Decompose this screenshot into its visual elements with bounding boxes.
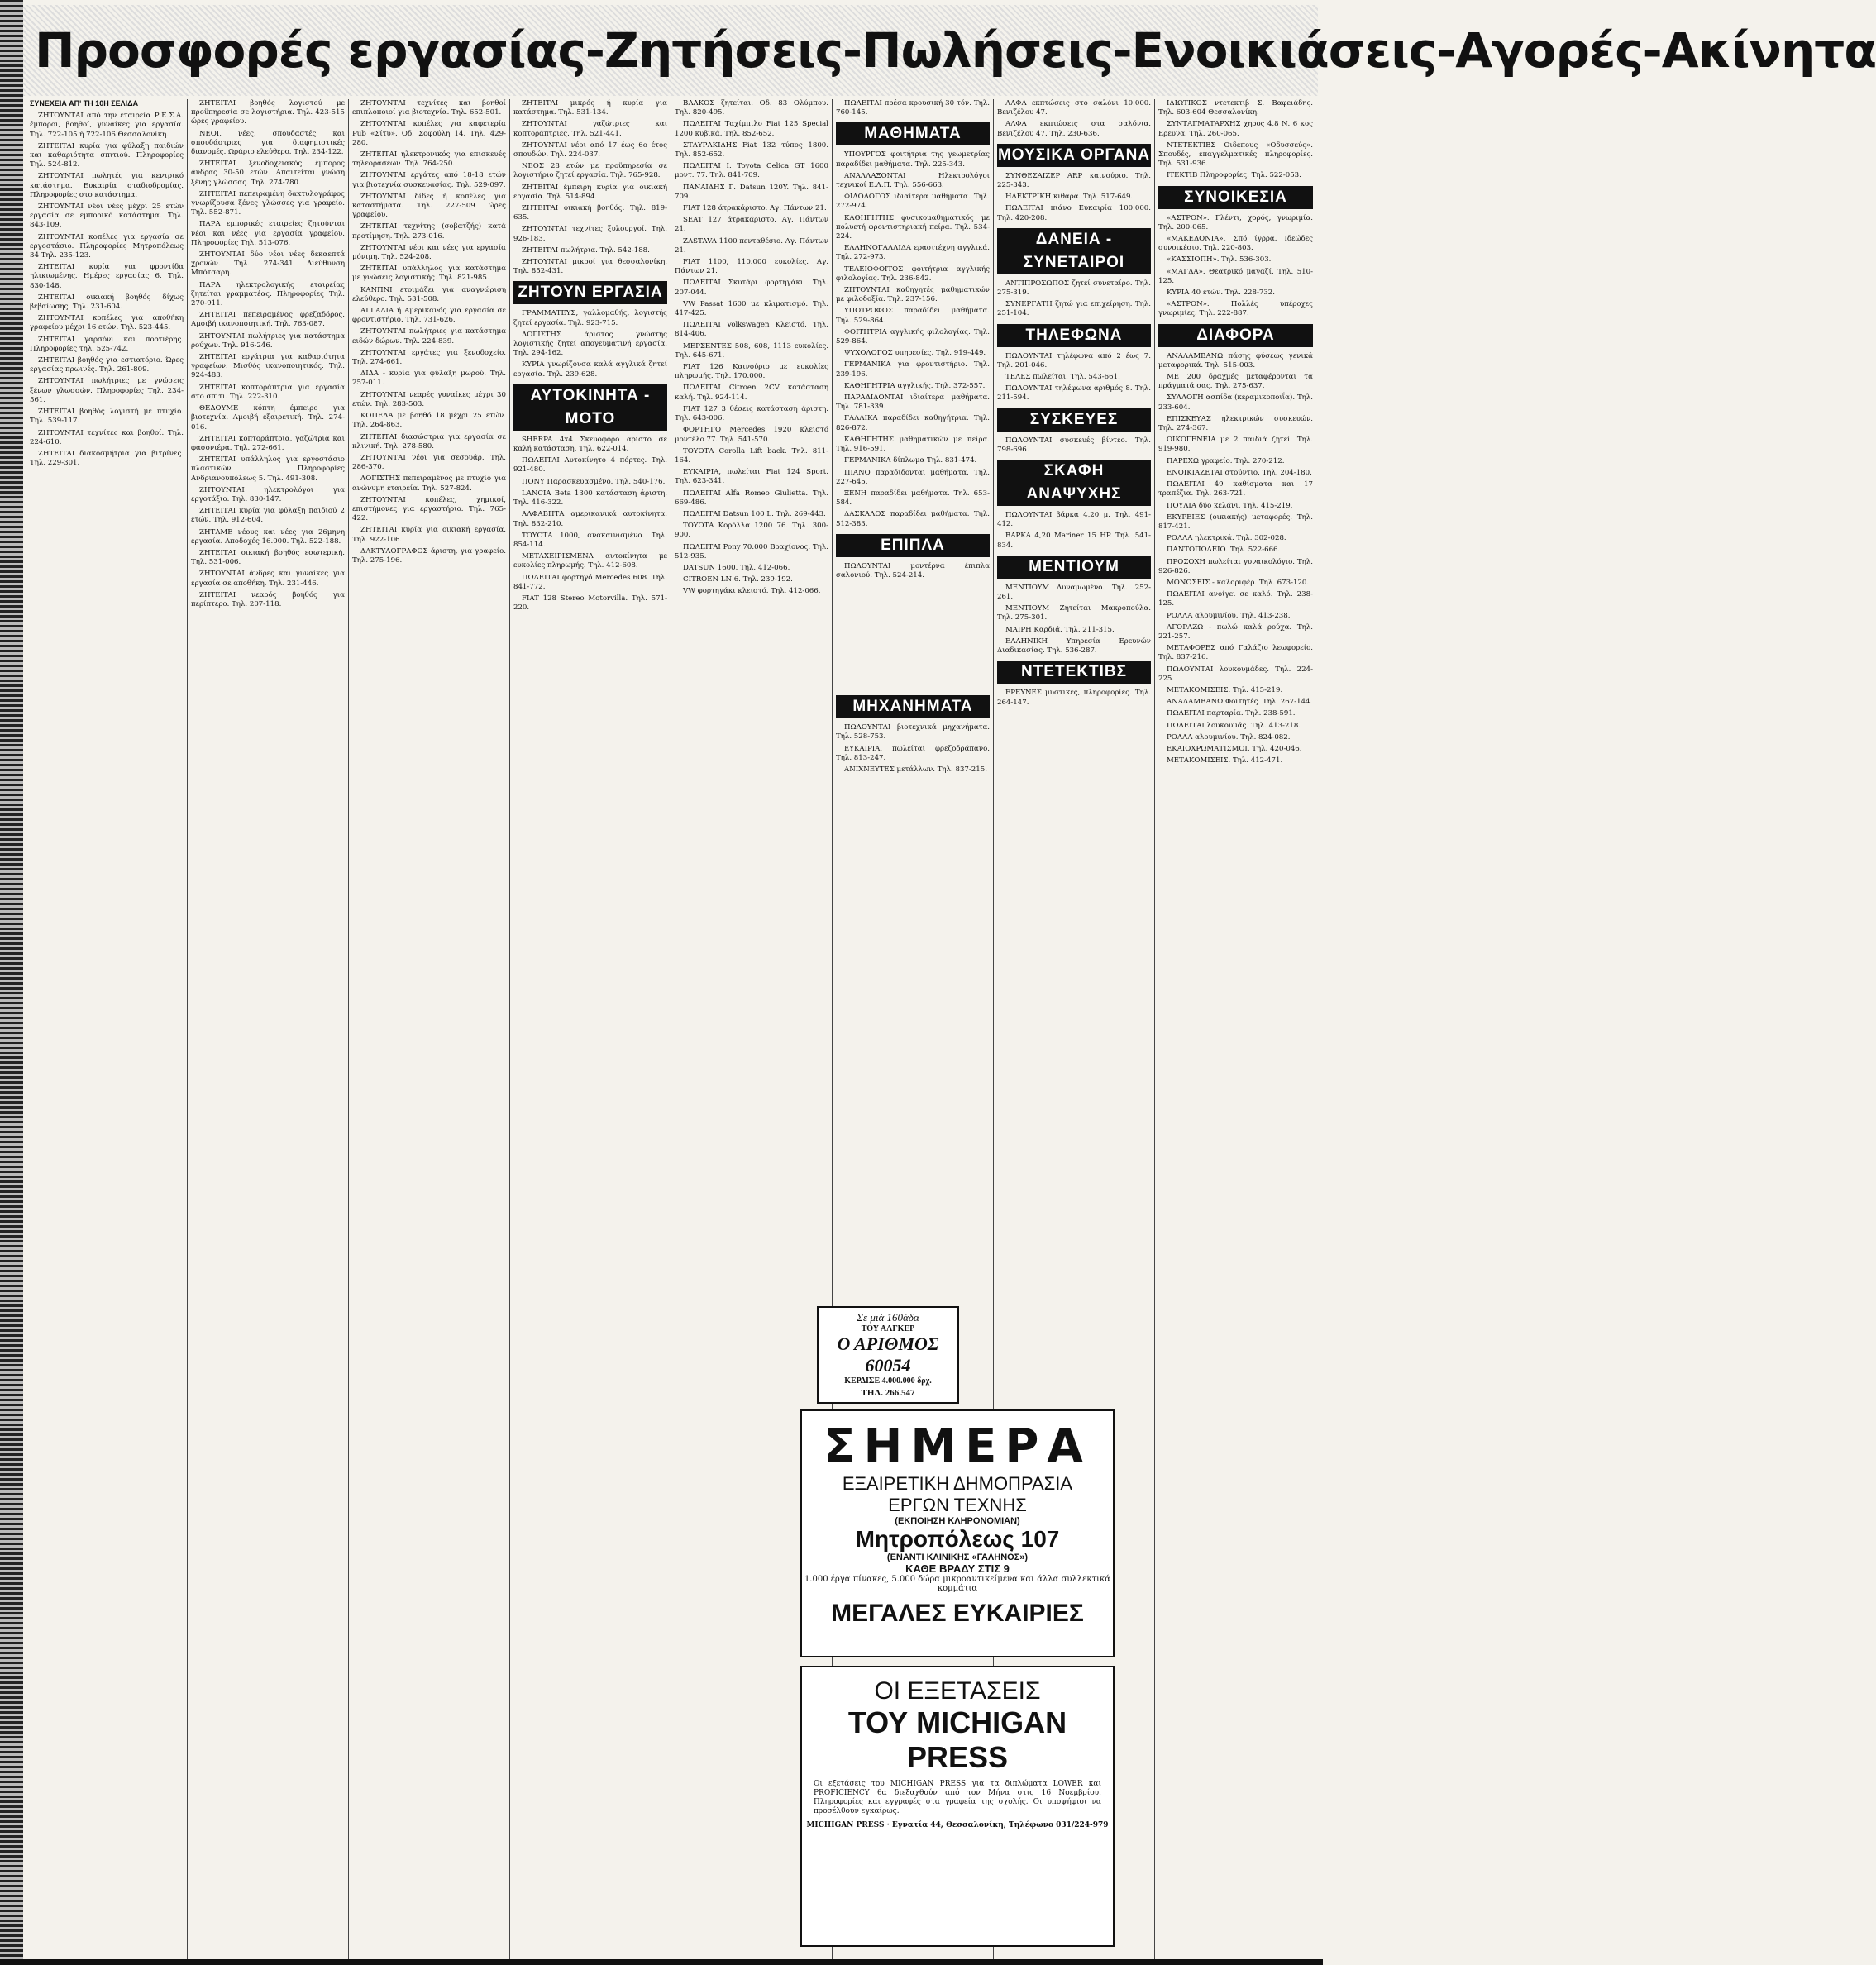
classified-ad: ΓΕΡΜΑΝΙΚΑ για φροντιστήριο. Τηλ. 239-196. [836,360,990,379]
classified-ad: ΚΥΡΙΑ γνωρίζουσα καλά αγγλικά ζητεί εργασία. Τηλ. 239-628. [513,360,667,379]
classified-ad: ΠΩΛΕΙΤΑΙ Ι. Toyota Celica GT 1600 μοντ. 77. Τηλ. 841-709. [675,162,828,180]
auction-line5: (ΕΝΑΝΤΙ ΚΛΙΝΙΚΗΣ «ΓΑΛΗΝΟΣ») [886,1552,1029,1562]
classified-ad: ΕΝΟΙΚΙΑΖΕΤΑΙ στούντιο. Τηλ. 204-180. [1167,468,1312,477]
classified-ad: CITROEN LN 6. Τηλ. 239-192. [683,575,793,584]
classified-ad: ΖΗΤΟΥΝΤΑΙ τεχνίτες και βοηθοί. Τηλ. 224-610. [30,428,184,446]
classified-ad: ΠΩΛΕΙΤΑΙ 49 καθίσματα και 17 τραπέζια. Τηλ. 263-721. [1158,480,1313,498]
classified-ad: ΝΤΕΤΕΚΤΙΒΣ Οιδεπους «Οδυσσεύς». Σπουδές, επαγγελματικές πληροφορίες. Τηλ. 531-936. [1158,141,1313,169]
classified-ad: ΠΩΛΟΥΝΤΑΙ βιοτεχνικά μηχανήματα. Τηλ. 528-753. [836,723,990,742]
classified-ad: ΠΩΛΕΙΤΑΙ παρταρία. Τηλ. 238-591. [1167,709,1296,718]
classified-ad: ΘΕΔΟΥΜΕ κόπτη έμπειρο για βιοτεχνία. Αμοιβή εξαιρετική. Τηλ. 274-016. [191,404,345,432]
column-4 [510,99,671,1959]
classified-ad: ΖΗΤΟΥΝΤΑΙ κοπέλες για αποθήκη γραφείου μέχρι 16 ετών. Τηλ. 523-445. [30,314,184,332]
classified-ad: ΠΙΑΝΟ παραδίδονται μαθήματα. Τηλ. 227-645. [836,468,990,486]
section-heading-appliances: ΣΥΣΚΕΥΕΣ [997,408,1151,432]
classified-ad: ΜΕ 200 δραχμές μεταφέρονται τα πράγματά σας. Τηλ. 275-637. [1158,373,1313,391]
page-title: Προσφορές εργασίας-Ζητήσεις-Πωλήσεις-Ενοικιάσεις-Αγορές-Ακίνητα [23,5,1318,96]
classified-ad: ΜΕΝΤΙΟΥΜ Ζητείται Μακροπούλα. Τηλ. 275-301. [997,604,1151,622]
classified-ad: ΖΗΤΑΜΕ νέους και νέες για 26μηνη εργασία. Αποδοχές 16.000. Τηλ. 522-188. [191,527,345,546]
classified-ad: ΜΕΝΤΙΟΥΜ Δυναμωμένο. Τηλ. 252-261. [997,583,1151,602]
classified-ad: ΣΥΝΤΑΓΜΑΤΑΡΧΗΣ χηρος 4,8 Ν. 6 κος Ερευνα. Τηλ. 260-065. [1158,120,1313,138]
classified-ad: ΖΗΤΟΥΝΤΑΙ νέοι από 17 έως 6ο έτος σπουδών. Τηλ. 224-037. [513,141,667,160]
column-8-items-a [1158,99,1313,181]
classified-ad: ΠΑΡΑΔΙΔΟΝΤΑΙ ιδιαίτερα μαθήματα. Τηλ. 781-339. [836,393,990,412]
classified-ad: ΕΛΛΗΝΟΓΑΛΛΙΔΑ ερασιτέχνη αγγλικά. Τηλ. 272-973. [836,244,990,262]
classified-ad: ΑΝΑΛΑΜΒΑΝΩ Φοιτητές. Τηλ. 267-144. [1167,698,1313,707]
column-4-items-b [513,309,667,379]
classified-ad: ΜΟΝΩΣΕΙΣ - καλοριφέρ. Τηλ. 673-120. [1167,578,1310,587]
classified-ad: ΚΥΡΙΑ 40 ετών. Τηλ. 228-732. [1167,289,1276,298]
classified-ad: ΞΕΝΗ παραδίδει μαθήματα. Τηλ. 653-584. [836,489,990,508]
classified-ad: VW φορτηγάκι κλειστό. Τηλ. 412-066. [683,587,821,596]
classified-ad: ΖΗΤΟΥΝΤΑΙ νεαρές γυναίκες μέχρι 30 ετών. Τηλ. 283-503. [352,390,506,408]
classified-ad: ΕΡΕΥΝΕΣ μυστικές, πληροφορίες. Τηλ. 264-147. [997,689,1151,707]
classified-ad: ΥΠΟΥΡΓΟΣ φοιτήτρια της γεωμετρίας παραδίδει μαθήματα. Τηλ. 225-343. [836,150,990,169]
classified-ad: ΓΑΛΛΙΚΑ παραδίδει καθηγήτρια. Τηλ. 826-872. [836,414,990,432]
column-3 [349,99,510,1959]
classified-ad: ΠΩΛΟΥΝΤΑΙ τηλέφωνα αριθμός 8. Τηλ. 211-594. [997,384,1151,403]
column-8-items-c [1158,352,1313,766]
page-title-banner [23,5,1876,96]
classified-ad: ΠΩΛΕΙΤΑΙ ανοίγει σε καλό. Τηλ. 238-125. [1158,590,1313,608]
classified-ad: ΖΗΤΟΥΝΤΑΙ άνδρες και γυναίκες για εργασία σε αποθήκη. Τηλ. 231-446. [191,570,345,588]
classified-ad: ΠΟΥΛΙΑ δύο κελάνι. Τηλ. 415-219. [1167,501,1293,510]
classifieds-columns [26,99,1316,1959]
classified-ad: ΤΟΥΟΤΑ Corolla Lift back. Τηλ. 811-164. [675,446,828,465]
classified-ad: ΠΩΛΟΥΝΤΑΙ λουκουμάδες. Τηλ. 224-225. [1158,665,1313,683]
classified-ad: ΖΗΤΕΙΤΑΙ τεχνίτης (σοβατζής) κατά προτίμηση. Τηλ. 273-016. [352,222,506,241]
column-5-items [675,99,828,597]
classified-ad: ΤΟΥΟΤΑ 1000, ανακαινισμένο. Τηλ. 854-114. [513,531,667,549]
classified-ad: VW Passat 1600 με κλιματισμό. Τηλ. 417-425. [675,299,828,318]
classified-ad: FIAT 127 3 θέσεις κατάσταση άριστη. Τηλ. 643-006. [675,404,828,423]
classified-ad: ΖΗΤΕΙΤΑΙ κυρία για φύλαξη παιδιών και καθαριότητα σπιτιού. Πληροφορίες Τηλ. 524-812. [30,141,184,169]
classified-ad: ΤΕΛΕΙΟΦΟΙΤΟΣ φοιτήτρια αγγλικής φιλολογίας. Τηλ. 236-842. [836,265,990,283]
column-2 [188,99,349,1959]
section-heading-misc: ΔΙΑΦΟΡΑ [1158,324,1313,347]
classified-ad: ΖΗΤΕΙΤΑΙ έμπειρη κυρία για οικιακή εργασία. Τηλ. 514-894. [513,183,667,201]
column-1 [26,99,188,1959]
classified-ad: ΖΗΤΕΙΤΑΙ πεπειραμένος φρεζαδόρος. Αμοιβή ικανοποιητική. Τηλ. 763-087. [191,311,345,329]
column-2-items [191,99,345,609]
column-1-items [30,112,184,468]
classified-ad: ΑΓΟΡΑΖΩ - πωλώ καλά ρούχα. Τηλ. 221-257. [1158,622,1313,641]
classified-ad: ΠΑΝΤΟΠΩΛΕΙΟ. Τηλ. 522-666. [1167,546,1281,555]
classified-ad: ΦΟΙΤΗΤΡΙΑ αγγλικής φιλολογίας. Τηλ. 529-864. [836,327,990,346]
classified-ad: ΖΗΤΟΥΝΤΑΙ ηλεκτρολόγοι για εργοτάξιο. Τηλ. 830-147. [191,485,345,503]
classified-ad: «ΜΑΚΕΔΟΝΙΑ». Σπό ίγρρα. Ιδεώδες συνοικέσιο. Τηλ. 220-803. [1158,235,1313,253]
classified-ad: «ΑΣΤΡΟΝ». Γλέντι, χορός, γνωριμία. Τηλ. 200-065. [1158,213,1313,231]
lottery-ad-phone: ΤΗΛ. 266.547 [861,1388,915,1398]
classified-ad: ΖΗΤΕΙΤΑΙ διακοσμήτρια για βιτρίνες. Τηλ. 229-301. [30,449,184,468]
classified-ad: ΠΩΛΕΙΤΑΙ Pony 70.000 Βραχίονος. Τηλ. 512-935. [675,542,828,560]
column-6-items-c [836,562,990,580]
classified-ad: ΚΑΘΗΓΗΤΗΣ μαθηματικών με πείρα. Τηλ. 916-591. [836,435,990,454]
column-4-items-a [513,99,667,276]
classified-ad: ΡΟΛΛΑ ηλεκτρικά. Τηλ. 302-028. [1167,534,1286,543]
section-heading-phones: ΤΗΛΕΦΩΝΑ [997,324,1151,347]
classified-ad: ΠΩΛΟΥΝΤΑΙ συσκευές βίντεο. Τηλ. 798-696. [997,436,1151,454]
classified-ad: ΣΥΝΘΕΣΑΙΖΕΡ ARP καινούριο. Τηλ. 225-343. [997,171,1151,190]
exams-line1: ΟΙ ΕΞΕΤΑΣΕΙΣ [874,1677,1041,1705]
classified-ad: ΓΡΑΜΜΑΤΕΥΣ, γαλλομαθής, λογιστής ζητεί εργασία. Τηλ. 923-715. [513,309,667,327]
classified-ad: ΖΗΤΟΥΝΤΑΙ κοπέλες για καφετερία Pub «Σίτυ». Οδ. Σοφούλη 14. Τηλ. 429-280. [352,120,506,147]
classified-ad: ΕΥΚΑΙΡΙΑ, πωλείται φρεζοδράπανο. Τηλ. 813-247. [836,744,990,762]
classified-ad: ΑΛΦΑ εκπτώσεις στα σαλόνια. Βενιζέλου 47. Τηλ. 230-636. [997,120,1151,138]
classified-ad: ΠΩΛΕΙΤΑΙ Volkswagen Κλειστό. Τηλ. 814-406. [675,321,828,339]
continuation-note: ΣΥΝΕΧΕΙΑ ΑΠ' ΤΗ 10Η ΣΕΛΙΔΑ [30,99,139,107]
classified-ad: ΖΗΤΕΙΤΑΙ βοηθός για εστιατόριο. Ώρες εργασίας πρωινές. Τηλ. 261-809. [30,356,184,374]
classified-ad: ΖΗΤΟΥΝΤΑΙ πωλήτριες με γνώσεις ξένων γλωσσών. Πληροφορίες Τηλ. 234-561. [30,377,184,404]
classified-ad: ΖΗΤΕΙΤΑΙ ηλεκτρονικός για επισκευές τηλεοράσεων. Τηλ. 764-250. [352,150,506,169]
column-7-items-a [997,99,1151,139]
auction-line3: (ΕΚΠΟΙΗΣΗ ΚΛΗΡΟΝΟΜΙΑΝ) [895,1516,1020,1526]
classified-ad: ΖΗΤΟΥΝΤΑΙ εργάτες από 18-18 ετών για βιοτεχνία συσκευασίας. Τηλ. 529-097. [352,171,506,189]
column-8-items-b [1158,214,1313,319]
classified-ad: ΠΩΛΟΥΝΤΑΙ βάρκα 4,20 μ. Τηλ. 491-412. [997,511,1151,529]
classified-ad: ΠΑΡΕΧΩ γραφείο. Τηλ. 270-212. [1167,456,1285,465]
classified-ad: ΠΑΡΑ ηλεκτρολογικής εταιρείας ζητείται γραμματέας. Πληροφορίες Τηλ. 270-911. [191,280,345,308]
classified-ad: ΟΙΚΟΓΕΝΕΙΑ με 2 παιδιά ζητεί. Τηλ. 919-980. [1158,436,1313,454]
classified-ad: ΤΟΥΟΤΑ Κορόλλα 1200 76. Τηλ. 300-900. [675,522,828,540]
exams-line2: ΤΟΥ MICHIGAN PRESS [847,1705,1067,1774]
classified-ad: ΜΕΤΑΧΕΙΡΙΣΜΕΝΑ αυτοκίνητα με ευκολίες πληρωμής. Τηλ. 412-608. [513,552,667,570]
classified-ad: ZASTAVA 1100 πενταθέσιο. Αγ. Πάντων 21. [675,236,828,255]
classified-ad: ΥΠΟΤΡΟΦΟΣ παραδίδει μαθήματα. Τηλ. 529-864. [836,307,990,325]
classified-ad: ΠΩΛΕΙΤΑΙ Σκυτάρι φορτηγάκι. Τηλ. 207-044. [675,279,828,297]
classified-ad: ΖΗΤΕΙΤΑΙ οικιακή βοηθός εσωτερική. Τηλ. 531-006. [191,548,345,567]
column-7-items-g [997,584,1151,656]
section-heading-cars: ΑΥΤΟΚΙΝΗΤΑ - ΜΟΤΟ [513,384,667,431]
classified-ad: ΖΗΤΟΥΝΤΑΙ πωλητές για κεντρικό κατάστημα. Ευκαιρία σταδιοδρομίας. Πληροφορίες στο κατάστημα. [30,172,184,199]
classified-ad: ΖΗΤΟΥΝΤΑΙ κοπέλες, χημικοί, επιστήμονες για εργαστήριο. Τηλ. 765-422. [352,495,506,523]
classified-ad: ΚΑΝΠΝΙ ετοιμάζει για αναγνώριση ελεύθερο. Τηλ. 531-508. [352,285,506,303]
lottery-ad-line4: ΚΕΡΔΙΣΕ 4.000.000 δρχ. [844,1376,932,1386]
page-bottom-rule [0,1959,1323,1965]
section-heading-loans: ΔΑΝΕΙΑ - ΣΥΝΕΤΑΙΡΟΙ [997,228,1151,274]
column-7-items-e [997,436,1151,455]
classified-ad: ΠΩΛΕΙΤΑΙ λουκουμάς. Τηλ. 413-218. [1167,721,1301,730]
classified-ad: ΠΩΛΕΙΤΑΙ Alfa Romeo Giulietta. Τηλ. 669-486. [675,489,828,507]
classified-ad: ΙΤΕΚΤΙΒ Πληροφορίες. Τηλ. 522-053. [1167,171,1301,180]
classified-ad: ΜΑΙΡΗ Καρδιά. Τηλ. 211-315. [1005,625,1115,634]
classified-ad: ΕΠΙΣΚΕΥΑΣ ηλεκτρικών συσκευών. Τηλ. 274-367. [1158,414,1313,433]
column-6-items-d [836,723,990,775]
classified-ad: ΚΟΠΕΛΑ με βοηθό 18 μέχρι 25 ετών. Τηλ. 264-863. [352,412,506,430]
classified-ad: ΣΥΛΛΟΓΗ ασπίδα (κεραμικοποιΐα). Τηλ. 233-604. [1158,393,1313,412]
classified-ad: ΕΚΥΡΕΙΕΣ (οικιακής) μεταφορές. Τηλ. 817-421. [1158,513,1313,531]
classified-ad: ΚΑΘΗΓΗΤΡΙΑ αγγλικής. Τηλ. 372-557. [844,381,986,390]
page-fold-edge [0,0,23,1965]
classified-ad: FIAT 128 άτρακάριστο. Αγ. Πάντων 21. [683,204,827,213]
classified-ad: ΙΔΙΩΤΙΚΟΣ ντετεκτιβ Σ. Βαφειάδης. Τηλ. 603-604 Θεσσαλονίκη. [1158,99,1313,117]
auction-heading: ΣΗΜΕΡΑ [823,1419,1091,1473]
classified-ad: ΖΗΤΕΙΤΑΙ εργάτρια για καθαριότητα γραφείων. Μισθός ικανοποιητικός. Τηλ. 924-483. [191,353,345,380]
column-8 [1155,99,1316,1959]
classified-ad: ΠΡΟΣΟΧΗ πωλείται γυναικολόγιο. Τηλ. 926-826. [1158,557,1313,575]
classified-ad: ΑΝΤΙΠΡΟΣΩΠΟΣ ζητεί συνεταίρο. Τηλ. 275-319. [997,279,1151,298]
classified-ad: ΑΓΓΑΔΙΑ ή Αμερικανός για εργασία σε φροντιστήριο. Τηλ. 731-626. [352,307,506,325]
classified-ad: FIAT 126 Καινούριο με ευκολίες πληρωμής. Τηλ. 170.000. [675,363,828,381]
classified-ad: ΖΗΤΟΥΝΤΑΙ νέοι για σεσουάρ. Τηλ. 286-370. [352,453,506,472]
classified-ad: ΖΗΤΕΙΤΑΙ γαρσόνι και πορτιέρης. Πληροφορίες τηλ. 525-742. [30,335,184,353]
auction-line1: ΕΞΑΙΡΕΤΙΚΗ ΔΗΜΟΠΡΑΣΙΑ [842,1473,1073,1494]
classified-ad: ΑΝΑΛΑΜΒΑΝΩ πάσης φύσεως γενικά μεταφορικά. Τηλ. 515-003. [1158,351,1313,370]
classified-ad: ΣΤΑΥΡΑΚΙΔΗΣ Fiat 132 τύπος 1800. Τηλ. 852-652. [675,141,828,160]
classified-ad: ΔΑΣΚΑΛΟΣ παραδίδει μαθήματα. Τηλ. 512-383. [836,510,990,528]
column-7-items-d [997,352,1151,403]
classified-ad: ΖΗΤΟΥΝΤΑΙ κοπέλες για εργασία σε εργοστάσιο. Πληροφορίες Μητροπόλεως 34 Τηλ. 235-123. [30,232,184,260]
classified-ad: ΠΩΛΕΙΤΑΙ φορτηγό Mercedes 608. Τηλ. 841-772. [513,573,667,591]
classified-ad: ΝΕΟΙ, νέες, σπουδαστές και σπουδάστριες για διαφημιστικές διανομές. Ωράριο ελεύθερο. Τηλ. 234-122. [191,129,345,157]
classified-ad: ΑΝΙΧΝΕΥΤΕΣ μετάλλων. Τηλ. 837-215. [844,765,987,774]
classified-ad: ΖΗΤΟΥΝΤΑΙ τεχνίτες και βοηθοί επιπλοποιοί για βιοτεχνία. Τηλ. 652-501. [352,99,506,117]
classified-ad: ΔΙΔΑ - κυρία για φύλαξη μωρού. Τηλ. 257-011. [352,370,506,388]
column-4-items-c [513,436,667,613]
section-heading-medium: ΜΕΝΤΙΟΥΜ [997,556,1151,579]
classified-ad: ΖΗΤΕΙΤΑΙ πεπειραμένη δακτυλογράφος γνωρίζουσα ξένες γλώσσες για γραφείο. Τηλ. 552-871. [191,189,345,217]
classified-ad: ΖΗΤΕΙΤΑΙ μικρός ή κυρία για κατάστημα. Τηλ. 531-134. [513,99,667,117]
classified-ad: ΜΕΡΣΕΝΤΕΣ 508, 608, 1113 ευκολίες. Τηλ. 645-671. [675,341,828,360]
classified-ad: ΡΟΛΛΑ αλουμινίου. Τηλ. 824-082. [1167,732,1291,742]
classified-ad: ΖΗΤΟΥΝΤΑΙ καθηγητές μαθηματικών με φιλοδοξία. Τηλ. 237-156. [836,286,990,304]
classified-ad: ΠΩΛΟΥΝΤΑΙ μοντέρνα έπιπλα σαλονιού. Τηλ. 524-214. [836,561,990,579]
classified-ad: ΖΗΤΕΙΤΑΙ κοπτοράπτρια για εργασία στο σπίτι. Τηλ. 222-310. [191,383,345,401]
classified-ad: ΠΩΛΕΙΤΑΙ Αυτοκίνητο 4 πόρτες. Τηλ. 921-480. [513,456,667,475]
classified-ad: ΝΕΟΣ 28 ετών με προϋπηρεσία σε λογιστήριο ζητεί εργασία. Τηλ. 765-928. [513,162,667,180]
classified-ad: ΖΗΤΕΙΤΑΙ πωλήτρια. Τηλ. 542-188. [522,246,650,255]
section-heading-boats: ΣΚΑΦΗ ΑΝΑΨΥΧΗΣ [997,460,1151,506]
classified-ad: «ΑΣΤΡΟΝ». Πολλές υπέροχες γνωριμίες. Τηλ. 222-887. [1158,300,1313,318]
classified-ad: ΦΙΛΟΛΟΓΟΣ ιδιαίτερα μαθήματα. Τηλ. 272-974. [836,193,990,211]
classified-ad: ΜΕΤΑΚΟΜΙΣΕΙΣ. Τηλ. 412-471. [1167,756,1283,765]
classified-ad: FIAT 128 Stereo Motorvilla. Τηλ. 571-220. [513,594,667,613]
classified-ad: ΠΩΛΕΙΤΑΙ πιάνο Ευκαιρία 100.000. Τηλ. 420-208. [997,204,1151,222]
classified-ad: ΖΗΤΕΙΤΑΙ υπάλληλος για κατάστημα με γνώσεις λογιστικής. Τηλ. 821-985. [352,265,506,283]
classified-ad: ΠΩΛΕΙΤΑΙ Ταχίμπιλο Fiat 125 Special 1200 κυβικά. Τηλ. 852-652. [675,120,828,138]
column-3-items [352,99,506,565]
column-7-items-f [997,511,1151,551]
classified-ad: ΠΩΛΕΙΤΑΙ Datsun 100 L. Τηλ. 269-443. [683,509,826,518]
classified-ad: ΦΟΡΤΗΓΟ Mercedes 1920 κλειστό μοντέλο 77. Τηλ. 541-570. [675,426,828,444]
classified-ad: «ΚΑΣΣΙΟΠΗ». Τηλ. 536-303. [1167,255,1272,265]
classified-ad: ΑΛΦΑ εκπτώσεις στο σαλόνι 10.000. Βενιζέλου 47. [997,99,1151,117]
classified-ad: ΕΚΑΙΟΧΡΩΜΑΤΙΣΜΟΙ. Τηλ. 420-046. [1167,744,1302,753]
classified-ad: ΚΑΘΗΓΗΤΗΣ φυσικομαθηματικός με πολυετή φροντιστηριακή πείρα. Τηλ. 534-224. [836,213,990,241]
classified-ad: ΖΗΤΕΙΤΑΙ κυρία για οικιακή εργασία. Τηλ. 922-106. [352,526,506,544]
classified-ad: ΤΕΛΕΞ πωλείται. Τηλ. 543-661. [1005,373,1120,382]
classified-ad: ΖΗΤΟΥΝΤΑΙ εργάτες για ξενοδοχείο. Τηλ. 274-661. [352,348,506,367]
classified-ad: ΕΛΛΗΝΙΚΗ Υπηρεσία Ερευνών Διαδικασίας. Τηλ. 536-287. [997,637,1151,656]
column-7-items-h [997,689,1151,707]
classified-ad: ΖΗΤΕΙΤΑΙ κυρία για φύλαξη παιδιού 2 ετών. Τηλ. 912-604. [191,507,345,525]
classified-ad: ΠΩΛΕΙΤΑΙ πρέσα κρουσική 30 τόν. Τηλ. 760-145. [836,99,990,117]
classified-ad: ΖΗΤΕΙΤΑΙ οικιακή βοηθός. Τηλ. 819-635. [513,204,667,222]
classified-ad: ΗΛΕΚΤΡΙΚΗ κιθάρα. Τηλ. 517-649. [1005,193,1134,202]
classified-ad: ΕΥΚΑΙΡΙΑ, πωλείται Fiat 124 Sport. Τηλ. 623-341. [675,468,828,486]
classified-ad: ΖΗΤΕΙΤΑΙ κυρία για φροντίδα ηλικιωμένης. Ημέρες εργασίας 6. Τηλ. 830-148. [30,263,184,290]
classified-ad: ΔΑΚΤΥΛΟΓΡΑΦΟΣ άριστη, για γραφείο. Τηλ. 275-196. [352,546,506,565]
classified-ad: ΑΝΑΛΛΑΞΟΝΤΑΙ Ηλεκτρολόγοι τεχνικοί Ε.Λ.Π. Τηλ. 556-663. [836,171,990,190]
classified-ad: ΖΗΤΕΙΤΑΙ διασώστρια για εργασία σε κλινική. Τηλ. 278-580. [352,432,506,451]
classified-ad: ΖΗΤΟΥΝΤΑΙ πωλήτριες για κατάστημα ρούχων. Τηλ. 916-246. [191,331,345,350]
section-heading-matchmaking: ΣΥΝΟΙΚΕΣΙΑ [1158,186,1313,209]
classified-ad: ΠΩΛΟΥΝΤΑΙ τηλέφωνα από 2 έως 7. Τηλ. 201-046. [997,351,1151,370]
column-6-items-a [836,99,990,117]
classified-ad: FIAT 1100, 110.000 ευκολίες. Αγ. Πάντων 21. [675,258,828,276]
classified-ad: ΖΗΤΟΥΝΤΑΙ από την εταιρεία Ρ.Ε.Σ.Α. έμποροι, βοηθοί, γυναίκες για εργασία. Τηλ. 722-105 ή 722-106 Θεσσαλονίκη. [30,112,184,139]
classified-ad: ΡΟΛΛΑ αλουμινίου. Τηλ. 413-238. [1167,611,1291,620]
classified-ad: SHERPA 4x4 Σκευοφόρο αριστο σε καλή κατάσταση. Τηλ. 622-014. [513,435,667,454]
classified-ad: ΠΑΡΑ εμπορικές εταιρείες ζητούνται νέοι και νέες για εργασία γραφείου. Πληροφορίες Τηλ. 513-076. [191,220,345,247]
exams-footer: MICHIGAN PRESS · Εγνατία 44, Θεσσαλονίκη, Τηλέφωνο 031/224-979 [806,1821,1109,1829]
classified-ad: ΒΑΛΚΟΣ ζητείται. Οδ. 83 Ολύμπου. Τηλ. 820-495. [675,99,828,117]
section-heading-detectives: ΝΤΕΤΕΚΤΙΒΣ [997,661,1151,684]
classified-ad: ΖΗΤΟΥΝΤΑΙ νέοι και νέες για εργασία μόνιμη. Τηλ. 524-208. [352,243,506,262]
classified-ad: ΠΟΝΥ Παρασκευασμένο. Τηλ. 540-176. [522,477,666,486]
classified-ad: ΖΗΤΟΥΝΤΑΙ νέοι νέες μέχρι 25 ετών εργασία σε εμπορικό κατάστημα. Τηλ. 843-109. [30,203,184,230]
lottery-ad-line3: Ο ΑΡΙΘΜΟΣ 60054 [837,1333,939,1376]
classified-ad: ΖΗΤΕΙΤΑΙ υπάλληλος για εργοστάσιο πλαστικών. Πληροφορίες Ανδριανουπόλεως 5. Τηλ. 491-308. [191,455,345,483]
section-heading-machinery: ΜΗΧΑΝΗΜΑΤΑ [836,695,990,718]
classified-ad: ΣΥΝΕΡΓΑΤΗ ζητώ για επιχείρηση. Τηλ. 251-104. [997,300,1151,318]
classified-ad: «ΜΑΓΔΑ». Θεατρικό μαγαζί. Τηλ. 510-125. [1158,267,1313,285]
classified-ad: ΨΥΧΟΛΟΓΟΣ υπηρεσίες. Τηλ. 919-449. [844,349,986,358]
exams-body: Οι εξετάσεις του MICHIGAN PRESS για τα διπλώματα LOWER και PROFICIENCY θα διεξαχθούν από τον Μήνα στις 16 Νοεμβρίου. Πληροφορίες και εγγραφές στα γραφεία της σχολής. Οι υποψήφιοι να προσέλθουν εγκαίρως. [814,1780,1101,1815]
classified-ad: ΜΕΤΑΚΟΜΙΣΕΙΣ. Τηλ. 415-219. [1167,685,1283,694]
classified-ad: ΖΗΤΕΙΤΑΙ ξενοδοχειακός έμπορος άνδρας 30-50 ετών. Απαιτείται γνώση ξένης γλώσσας. Τηλ. 274-780. [191,160,345,187]
classified-ad: ΓΕΡΜΑΝΙΚΑ δίπλωμα Τηλ. 831-474. [844,456,977,465]
classified-ad: ΖΗΤΟΥΝΤΑΙ δύο νέοι νέες δεκαεπτά χρονών. Τηλ. 274-341 Διεύθυνση Μπότσαρη. [191,250,345,278]
classified-ad: DATSUN 1600. Τηλ. 412-066. [683,563,790,572]
classified-ad: ΛΟΓΙΣΤΗΣ πεπειραμένος με πτυχίο για ανώνυμη εταιρεία. Τηλ. 527-824. [352,475,506,493]
lottery-ad [817,1306,959,1404]
classified-ad: ΠΩΛΕΙΤΑΙ Citroen 2CV κατάσταση καλή. Τηλ. 924-114. [675,384,828,402]
classified-ad: ΑΛΦΑΒΗΤΑ αμερικανικά αυτοκίνητα. Τηλ. 832-210. [513,510,667,528]
section-heading-furniture: ΕΠΙΠΛΑ [836,534,990,557]
classified-ad: ΖΗΤΕΙΤΑΙ νεαρός βοηθός για περίπτερο. Τηλ. 207-118. [191,590,345,608]
section-heading-lessons: ΜΑΘΗΜΑΤΑ [836,122,990,145]
lottery-ad-line1: Σε μιά 160άδα [857,1311,919,1324]
auction-details: 1.000 έργα πίνακες, 5.000 δώρα μικροαντικείμενα και άλλα συλλεκτικά κομμάτια [804,1575,1111,1593]
classified-ad: LANCIA Beta 1300 κατάσταση άριστη. Τηλ. 416-322. [513,489,667,508]
auction-line2: ΕΡΓΩΝ ΤΕΧΝΗΣ [888,1495,1027,1515]
auction-slogan: ΜΕΓΑΛΕΣ ΕΥΚΑΙΡΙΕΣ [831,1600,1084,1627]
column-6-items-b [836,150,990,528]
ad-space-6 [836,583,990,690]
classified-ad: ΖΗΤΟΥΝΤΑΙ τεχνίτες ξυλουργοί. Τηλ. 926-183. [513,225,667,243]
classified-ad: ΖΗΤΟΥΝΤΑΙ γαζώτριες και κοπτοράπτριες. Τηλ. 521-441. [513,120,667,138]
section-heading-job-seekers: ΖΗΤΟΥΝ ΕΡΓΑΣΙΑ [513,281,667,304]
classified-ad: ΖΗΤΟΥΝΤΑΙ δίδες ή κοπέλες για καταστήματα. Τηλ. 227-509 ώρες γραφείου. [352,192,506,220]
auction-ad [800,1409,1115,1657]
classified-ad: ΛΟΓΙΣΤΗΣ άριστος γνώστης λογιστικής ζητεί απογευματινή εργασία. Τηλ. 294-162. [513,330,667,358]
auction-address: Μητροπόλεως 107 [855,1526,1060,1552]
classified-ad: ΖΗΤΕΙΤΑΙ οικιακή βοηθός δίχως βεβαίωσης. Τηλ. 231-604. [30,293,184,312]
classified-ad: ΖΗΤΕΙΤΑΙ βοηθός λογιστού με προϋπηρεσία σε λογιστήρια. Τηλ. 423-515 ώρες γραφείου. [191,99,345,126]
column-7-items-c [997,279,1151,319]
classified-ad: ΒΑΡΚΑ 4,20 Mariner 15 HP. Τηλ. 541-834. [997,532,1151,550]
classified-ad: ΠΑΝΑΙΔΗΣ Γ. Datsun 120Y. Τηλ. 841-709. [675,183,828,201]
section-heading-instruments: ΜΟΥΣΙΚΑ ΟΡΓΑΝΑ [997,144,1151,167]
lottery-ad-line2: ΤΟΥ ΑΛΓΚΕΡ [861,1324,915,1333]
column-7-items-b [997,172,1151,223]
classified-ad: ΜΕΤΑΦΟΡΕΣ από Γαλάζιο λεωφορείο. Τηλ. 837-216. [1158,644,1313,662]
classified-ad: SEAT 127 άτρακάριστο. Αγ. Πάντων 21. [675,216,828,234]
classified-ad: ΖΗΤΟΥΝΤΑΙ μικροί για θεσσαλονίκη. Τηλ. 852-431. [513,258,667,276]
auction-time: ΚΑΘΕ ΒΡΑΔΥ ΣΤΙΣ 9 [905,1562,1010,1575]
exams-ad [800,1666,1115,1947]
classified-ad: ΖΗΤΕΙΤΑΙ βοηθός λογιστή με πτυχίο. Τηλ. 539-117. [30,408,184,426]
classified-ad: ΖΗΤΟΥΝΤΑΙ πωλήτριες για κατάστημα ειδών δώρων. Τηλ. 224-839. [352,327,506,346]
classified-ad: ΖΗΤΕΙΤΑΙ κοπτοράπτρια, γαζώτρια και φασονιέρα. Τηλ. 272-661. [191,434,345,452]
